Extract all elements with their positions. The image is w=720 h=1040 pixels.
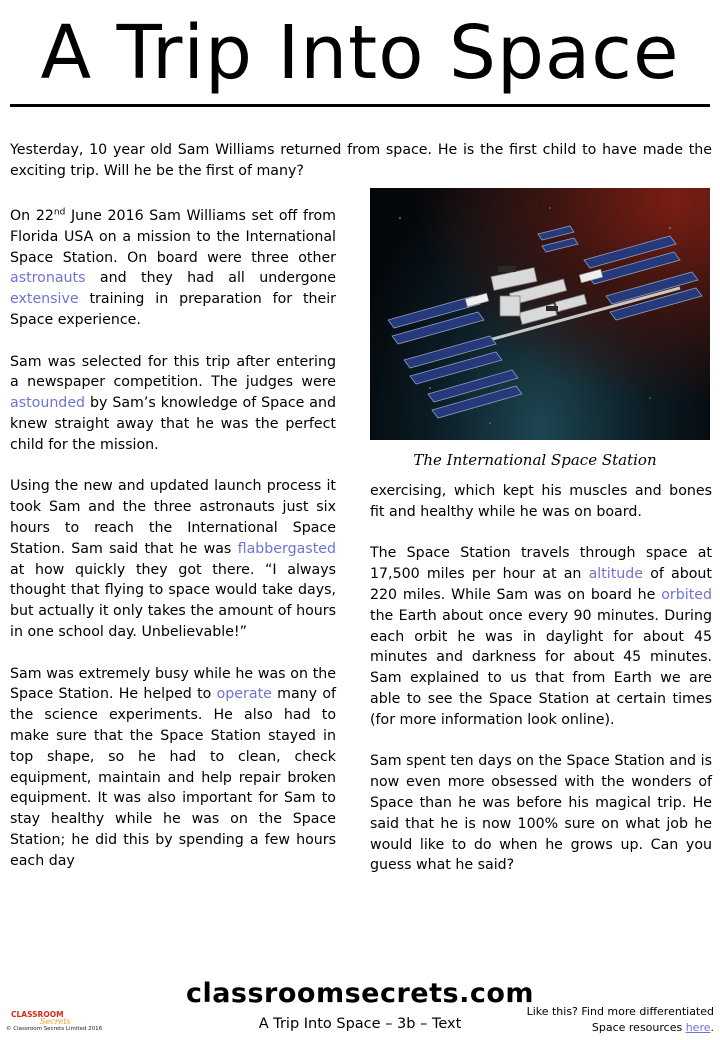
intro-paragraph: Yesterday, 10 year old Sam Williams returned from space. He is the first child to have made the exciting trip. Will he be the first of many?	[10, 142, 712, 179]
paragraph-orbit	[370, 543, 712, 730]
vocab-word-operate: operate	[216, 686, 272, 703]
right-column	[370, 481, 712, 897]
text: and they had all undergone	[85, 270, 336, 287]
promo-text	[514, 1004, 714, 1036]
svg-text:Secrets: Secrets	[40, 1017, 71, 1025]
text: training in preparation for their Space experience.	[10, 291, 336, 328]
paragraph-conclusion: Sam spent ten days on the Space Station and is now even more obsessed with the wonders of Space than he was before his magical trip. He said that he is now 100% sure on what job he would like to do when he grows up. Can you guess what he said?	[370, 753, 712, 874]
text: Sam was selected for this trip after entering a newspaper competition. The judges were	[10, 353, 336, 391]
text: Space resources	[591, 1021, 686, 1034]
svg-text:CLASSROOM: CLASSROOM	[11, 1010, 64, 1019]
here-link[interactable]: here	[685, 1021, 711, 1034]
text: June 2016 Sam Williams set off from Florida USA on a mission to the International Space Station. On board were three other	[10, 208, 336, 266]
vocab-word-flabbergasted: flabbergasted	[237, 540, 336, 557]
text: the Earth about once every 90 minutes. During each orbit he was in daylight for about 45 minutes and darkness for about 45 minutes. Sam explained to us that from Earth we are able to see the Space Station at certain times (for more information look online).	[370, 607, 712, 728]
promo-line-1: Like this? Find more differentiated	[526, 1005, 714, 1018]
text: The Space Station travels through space at 17,500 miles per hour at an	[370, 545, 712, 583]
title-underline	[10, 104, 710, 107]
logo-mark	[10, 1009, 82, 1025]
vocab-word-orbited: orbited	[661, 586, 712, 603]
vocab-word-extensive: extensive	[10, 291, 79, 308]
vocab-word-astounded: astounded	[10, 395, 86, 412]
text: Sam was extremely busy while he was on the Space Station. He helped to	[10, 665, 336, 703]
paragraph-exercise: exercising, which kept his muscles and bones fit and healthy while he was on board.	[370, 483, 712, 520]
text: Using the new and updated launch process it took Sam and the three astronauts just six hours to reach the International Space Station. Sam said that he was	[10, 478, 336, 557]
page-title: A Trip Into Space	[40, 10, 680, 96]
text: On 22	[10, 208, 54, 224]
text: by Sam’s knowledge of Space and knew straight away that he was the perfect child for the mission.	[10, 395, 336, 453]
vocab-word-astronauts: astronauts	[10, 270, 86, 287]
superscript: nd	[53, 207, 66, 218]
vocab-word-altitude: altitude	[588, 566, 644, 583]
text: of about 220 miles. While Sam was on board he	[370, 566, 712, 603]
promo-line-2	[514, 1020, 714, 1036]
space-station-photo	[370, 188, 710, 440]
paragraph-selection	[10, 352, 336, 456]
text: at how quickly they got there. “I always thought that flying to space would take days, but actually it only takes the amount of hours in one school day. Unbelievable!”	[10, 561, 336, 640]
website-url[interactable]: classroomsecrets.com	[185, 978, 535, 1009]
paragraph-busy	[10, 664, 336, 872]
classroom-secrets-logo	[10, 1009, 82, 1025]
text: .	[710, 1021, 714, 1034]
left-column	[10, 206, 336, 872]
copyright-notice: © Classroom Secrets Limited 2016	[6, 1026, 103, 1032]
space-station-illustration	[370, 188, 710, 440]
paragraph-mission	[10, 206, 336, 331]
photo-caption: The International Space Station	[413, 451, 657, 469]
paragraph-launch	[10, 476, 336, 642]
resource-label: A Trip Into Space – 3b – Text	[258, 1016, 462, 1032]
text: many of the science experiments. He also had to make sure that the Space Station stayed in top shape, so he had to clean, check equipment, maintain and help repair broken equipment. It was also important for Sam to stay healthy while he was on the Space Station; he did this by spending a few hours each day	[10, 686, 336, 869]
